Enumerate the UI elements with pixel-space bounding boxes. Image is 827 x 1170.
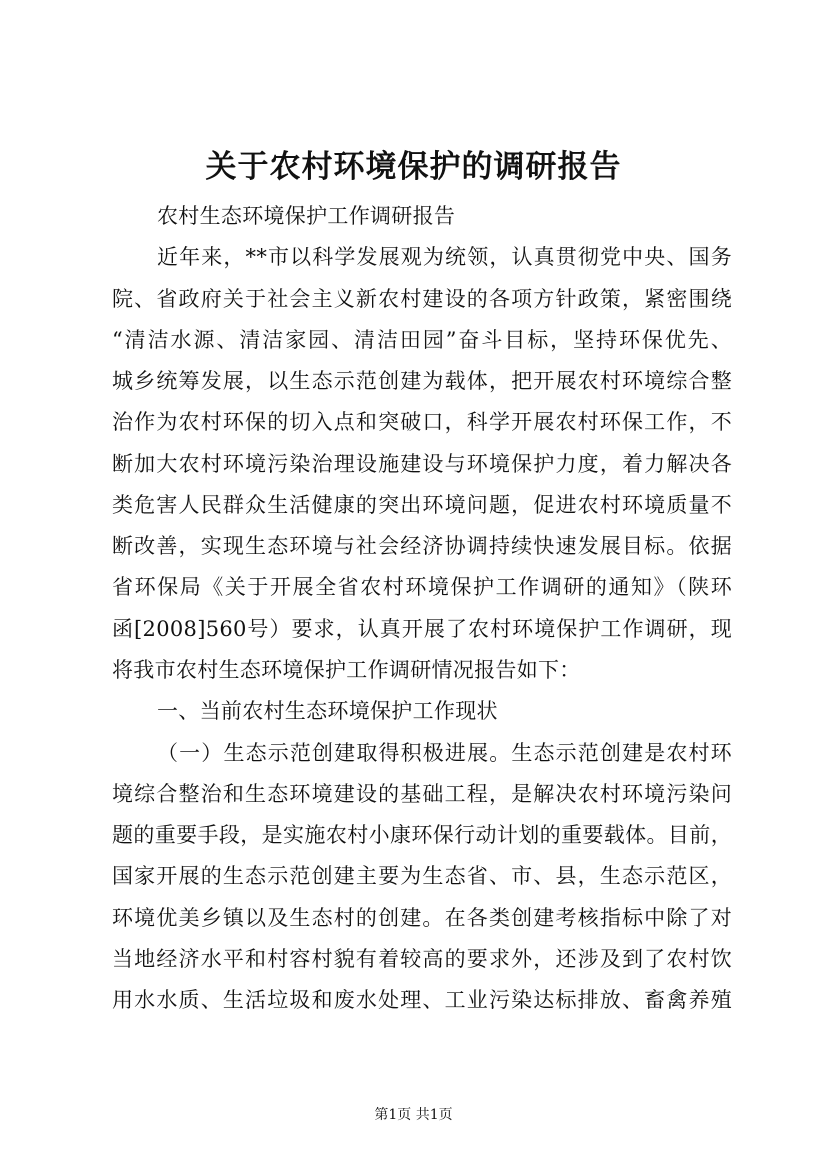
paragraph-line: 题的重要手段，是实施农村小康环保行动计划的重要载体。目前， bbox=[112, 823, 732, 847]
paragraph-line: 城乡统筹发展，以生态示范创建为载体，把开展农村环境综合整 bbox=[112, 369, 732, 393]
paragraph-line: 院、省政府关于社会主义新农村建设的各项方针政策，紧密围绕 bbox=[112, 287, 732, 311]
paragraph-line: 断加大农村环境污染治理设施建设与环境保护力度，着力解决各 bbox=[112, 452, 732, 476]
paragraph-line: 断改善，实现生态环境与社会经济协调持续快速发展目标。依据 bbox=[112, 534, 732, 558]
paragraph-line: “清洁水源、清洁家园、清洁田园”奋斗目标，坚持环保优先、 bbox=[112, 328, 732, 352]
paragraph-line: 国家开展的生态示范创建主要为生态省、市、县，生态示范区， bbox=[112, 864, 732, 888]
document-subtitle: 农村生态环境保护工作调研报告 bbox=[157, 204, 456, 228]
paragraph-line: （一）生态示范创建取得积极进展。生态示范创建是农村环 bbox=[157, 741, 732, 765]
paragraph-line: 用水水质、生活垃圾和废水处理、工业污染达标排放、畜禽养殖 bbox=[112, 988, 732, 1012]
document-title: 关于农村环境保护的调研报告 bbox=[205, 149, 622, 185]
paragraph-line: 环境优美乡镇以及生态村的创建。在各类创建考核指标中除了对 bbox=[112, 906, 732, 930]
paragraph-line: 近年来，**市以科学发展观为统领，认真贯彻党中央、国务 bbox=[157, 245, 732, 269]
paragraph-line: 当地经济水平和村容村貌有着较高的要求外，还涉及到了农村饮 bbox=[112, 947, 732, 971]
paragraph-line: 治作为农村环保的切入点和突破口，科学开展农村环保工作，不 bbox=[112, 410, 732, 434]
paragraph-line: 将我市农村生态环境保护工作调研情况报告如下： bbox=[112, 658, 581, 682]
paragraph-line: 省环保局《关于开展全省农村环境保护工作调研的通知》（陕环 bbox=[112, 575, 732, 599]
page-footer: 第1页 共1页 bbox=[374, 1107, 453, 1123]
paragraph-line: 函[2008]560号）要求，认真开展了农村环境保护工作调研，现 bbox=[112, 617, 732, 641]
paragraph-line: 境综合整治和生态环境建设的基础工程，是解决农村环境污染问 bbox=[112, 782, 732, 806]
section-heading: 一、当前农村生态环境保护工作现状 bbox=[157, 699, 498, 723]
paragraph-line: 类危害人民群众生活健康的突出环境问题，促进农村环境质量不 bbox=[112, 493, 732, 517]
